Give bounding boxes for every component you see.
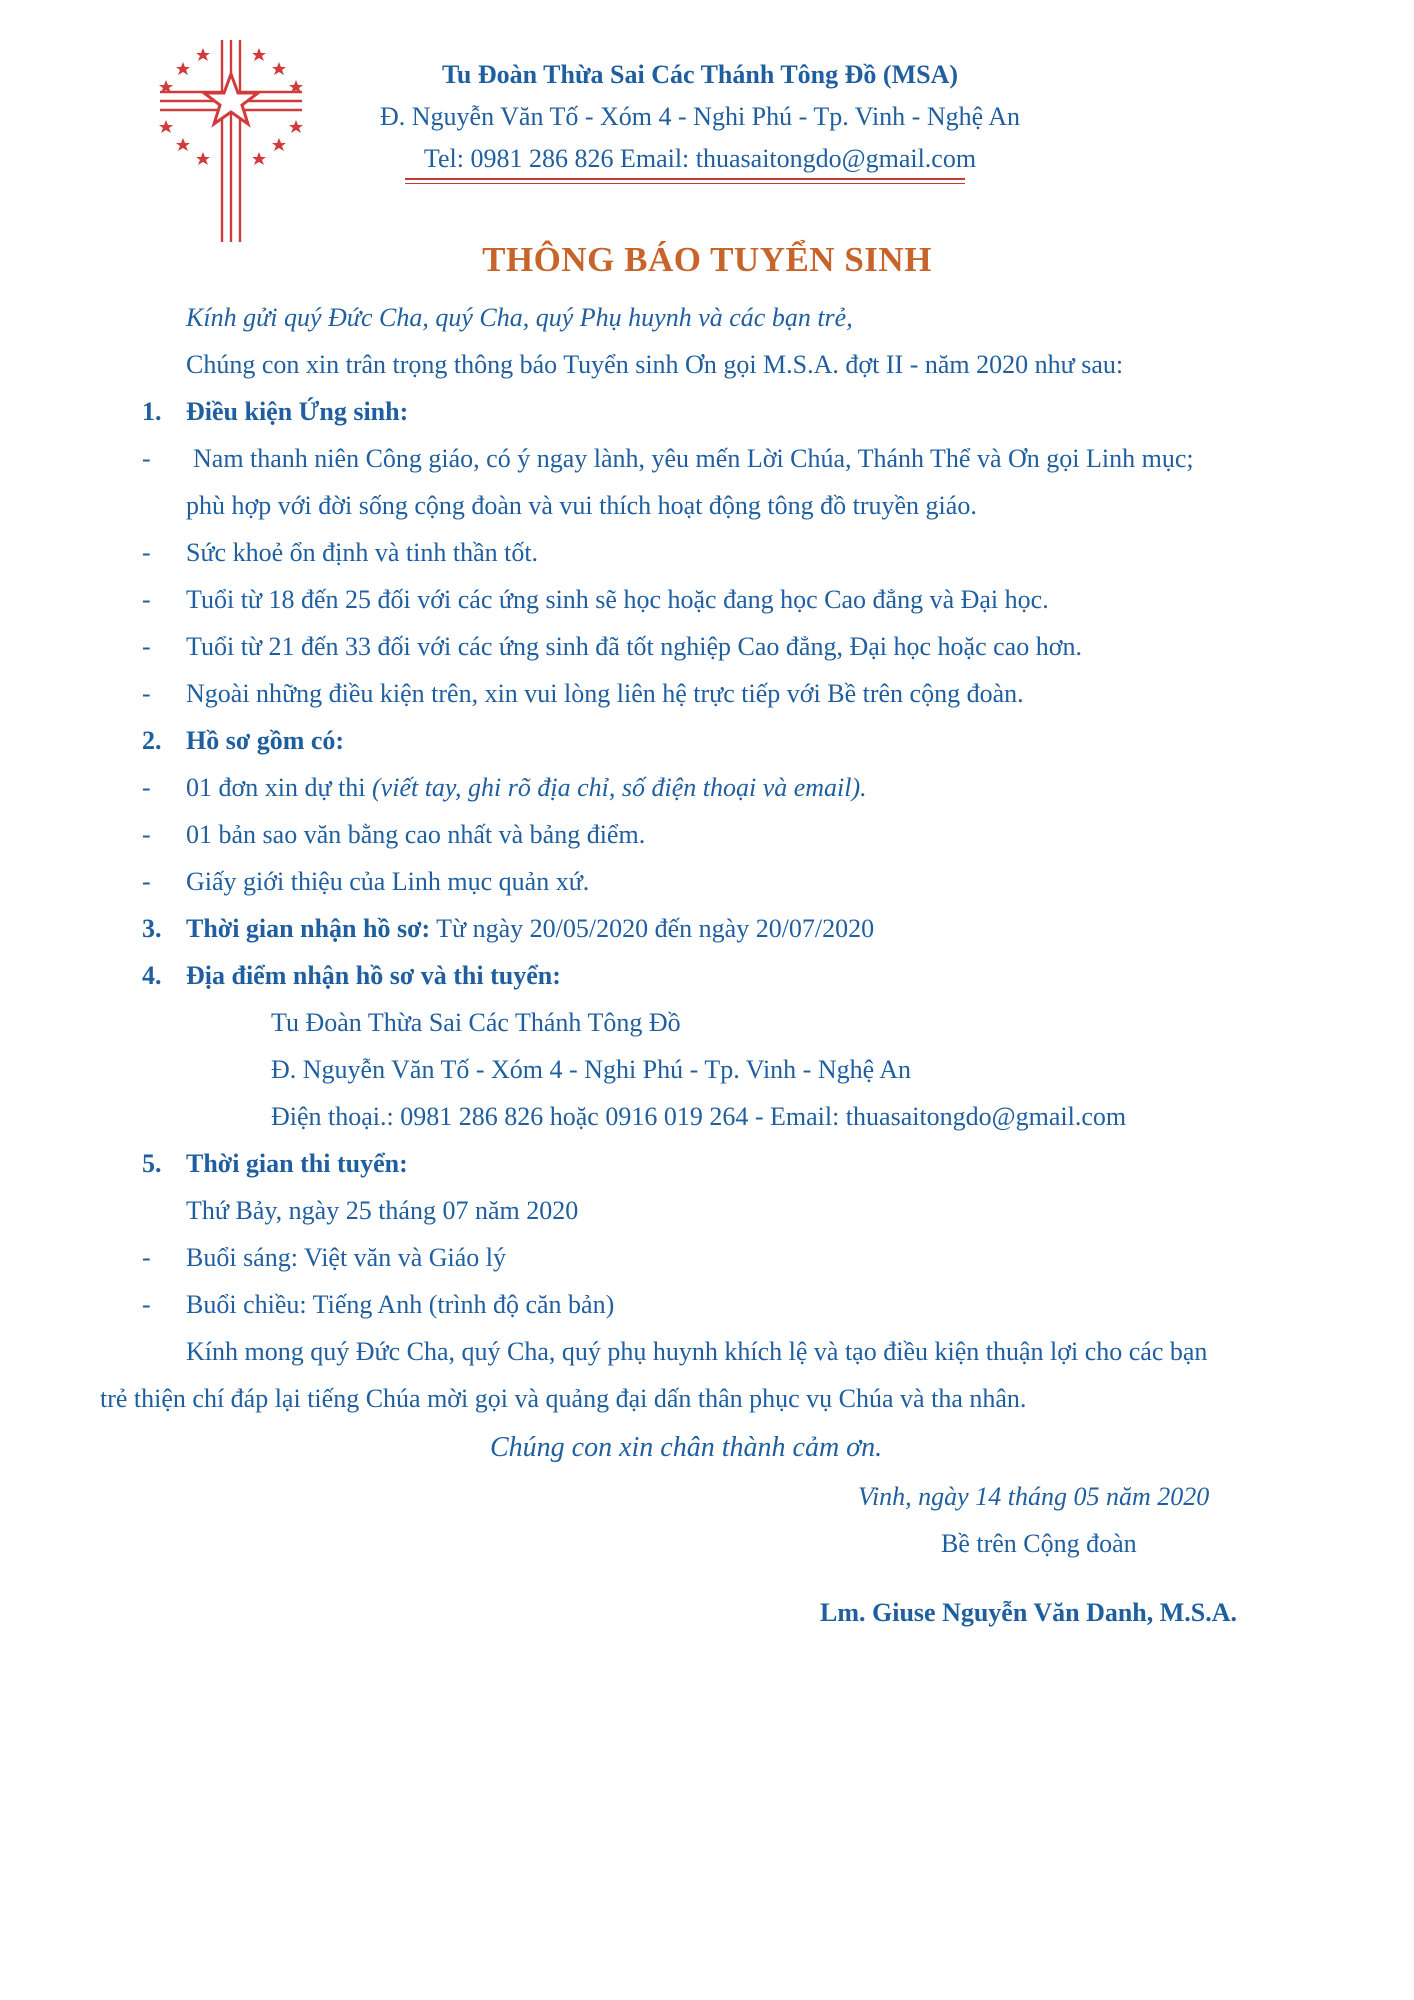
bullet-dash: - [142, 538, 151, 567]
place-and-date: Vinh, ngày 14 tháng 05 năm 2020 [858, 1482, 1210, 1511]
condition-item: Nam thanh niên Công giáo, có ý ngay lành, yêu mến Lời Chúa, Thánh Thể và Ơn gọi Linh mục; [193, 444, 1194, 473]
intro: Chúng con xin trân trọng thông báo Tuyển sinh Ơn gọi M.S.A. đợt II - năm 2020 như sau: [186, 350, 1124, 379]
venue-contact: Điện thoại.: 0981 286 826 hoặc 0916 019 264 - Email: thuasaitongdo@gmail.com [271, 1102, 1127, 1131]
section-3-heading: Thời gian nhận hồ sơ: [186, 914, 431, 943]
section-3-number: 3. [142, 914, 162, 943]
bullet-dash: - [142, 632, 151, 661]
greeting: Kính gửi quý Đức Cha, quý Cha, quý Phụ huynh và các bạn trẻ, [186, 303, 853, 332]
signer-role: Bề trên Cộng đoàn [941, 1529, 1137, 1558]
signer-name: Lm. Giuse Nguyễn Văn Danh, M.S.A. [820, 1598, 1238, 1627]
bullet-dash: - [142, 679, 151, 708]
bullet-dash: - [142, 867, 151, 896]
section-1-heading: Điều kiện Ứng sinh: [186, 397, 409, 426]
organization-address: Đ. Nguyễn Văn Tố - Xóm 4 - Nghi Phú - Tp. Vinh - Nghệ An [380, 102, 1020, 131]
exam-afternoon: Buổi chiều: Tiếng Anh (trình độ căn bản) [186, 1290, 615, 1319]
exam-date: Thứ Bảy, ngày 25 tháng 07 năm 2020 [186, 1196, 579, 1225]
bullet-dash: - [142, 820, 151, 849]
condition-item: Tuổi từ 18 đến 25 đối với các ứng sinh sẽ học hoặc đang học Cao đẳng và Đại học. [186, 585, 1049, 614]
document-item: 01 bản sao văn bằng cao nhất và bảng điểm. [186, 820, 646, 849]
bullet-dash: - [142, 444, 151, 473]
bullet-dash: - [142, 585, 151, 614]
section-4-heading: Địa điểm nhận hồ sơ và thi tuyển: [186, 961, 561, 990]
section-2-heading: Hồ sơ gồm có: [186, 726, 345, 755]
document-item: Giấy giới thiệu của Linh mục quản xứ. [186, 867, 590, 896]
document-item-text: 01 đơn xin dự thi [186, 773, 373, 802]
document-item-note: (viết tay, ghi rõ địa chỉ, số điện thoại và email). [372, 773, 867, 802]
document-item [186, 773, 867, 803]
section-4-number: 4. [142, 961, 162, 990]
header-divider [405, 178, 965, 180]
section-5-heading: Thời gian thi tuyển: [186, 1149, 408, 1178]
condition-item: Sức khoẻ ổn định và tinh thần tốt. [186, 538, 539, 567]
msa-cross-logo [158, 38, 304, 244]
section-1-number: 1. [142, 397, 162, 426]
document-title: THÔNG BÁO TUYỂN SINH [482, 240, 932, 279]
closing-paragraph-line-2: trẻ thiện chí đáp lại tiếng Chúa mời gọi và quảng đại dấn thân phục vụ Chúa và tha nhân. [100, 1384, 1027, 1413]
condition-item: Ngoài những điều kiện trên, xin vui lòng liên hệ trực tiếp với Bề trên cộng đoàn. [186, 679, 1024, 708]
bullet-dash: - [142, 1290, 151, 1319]
closing-paragraph-line-1: Kính mong quý Đức Cha, quý Cha, quý phụ huynh khích lệ và tạo điều kiện thuận lợi cho các bạn [186, 1337, 1208, 1366]
section-5-number: 5. [142, 1149, 162, 1178]
bullet-dash: - [142, 773, 151, 802]
venue-name: Tu Đoàn Thừa Sai Các Thánh Tông Đồ [271, 1008, 681, 1037]
thanks-line: Chúng con xin chân thành cảm ơn. [490, 1432, 883, 1463]
header-divider-2 [405, 183, 965, 184]
bullet-dash: - [142, 1243, 151, 1272]
condition-item: Tuổi từ 21 đến 33 đối với các ứng sinh đã tốt nghiệp Cao đẳng, Đại học hoặc cao hơn. [186, 632, 1082, 661]
organization-contact: Tel: 0981 286 826 Email: thuasaitongdo@gmail.com [423, 144, 977, 173]
application-period: Từ ngày 20/05/2020 đến ngày 20/07/2020 [430, 914, 875, 943]
section-3-line [186, 914, 874, 944]
exam-morning: Buổi sáng: Việt văn và Giáo lý [186, 1243, 507, 1272]
section-2-number: 2. [142, 726, 162, 755]
organization-name: Tu Đoàn Thừa Sai Các Thánh Tông Đồ (MSA) [441, 60, 959, 89]
condition-item-cont: phù hợp với đời sống cộng đoàn và vui thích hoạt động tông đồ truyền giáo. [186, 491, 977, 520]
venue-address: Đ. Nguyễn Văn Tố - Xóm 4 - Nghi Phú - Tp. Vinh - Nghệ An [271, 1055, 911, 1084]
